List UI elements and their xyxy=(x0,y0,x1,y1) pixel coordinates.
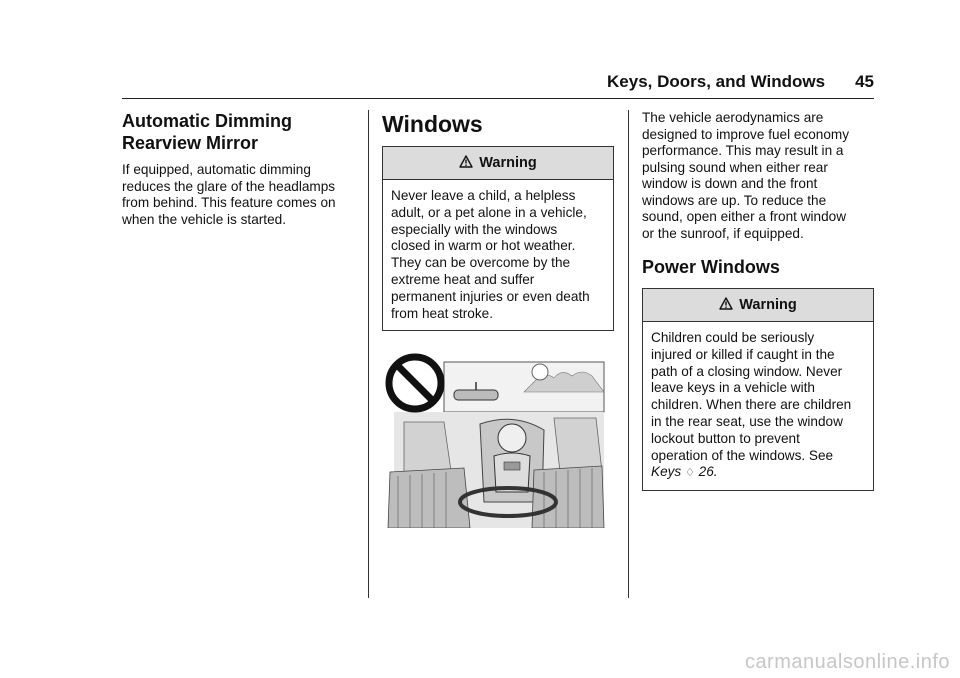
section-heading-mirror xyxy=(122,110,354,154)
warning-box-power-windows xyxy=(642,288,874,491)
warning-line: adult, or a pet alone in a vehicle, xyxy=(391,204,587,220)
heading-line: Automatic Dimming xyxy=(122,111,293,131)
warning-line: operation of the windows. See xyxy=(651,447,834,463)
warning-line: Never leave a child, a helpless xyxy=(391,188,576,203)
page-number: 45 xyxy=(855,72,874,91)
column-1 xyxy=(122,110,354,228)
paragraph-line: windows are up. To reduce the xyxy=(642,192,827,208)
warning-line: leave keys in a vehicle with xyxy=(651,380,815,396)
warning-line: Children could be seriously xyxy=(651,330,815,345)
warning-reference xyxy=(651,464,865,482)
reference-page[interactable]: 26. xyxy=(698,464,718,480)
warning-header xyxy=(383,147,613,180)
warning-line: children. When there are children xyxy=(651,397,852,413)
column-3 xyxy=(642,110,874,491)
child-in-car-illustration xyxy=(384,352,606,528)
warning-title: Warning xyxy=(739,297,797,313)
warning-title: Warning xyxy=(479,155,537,171)
warning-line: They can be overcome by the xyxy=(391,255,571,271)
paragraph-line: or the sunroof, if equipped. xyxy=(642,225,804,241)
header-rule xyxy=(122,98,874,99)
column-2 xyxy=(382,110,614,331)
paragraph-line: designed to improve fuel economy xyxy=(642,126,850,142)
paragraph-line: The vehicle aerodynamics are xyxy=(642,110,824,125)
aerodynamics-paragraph xyxy=(642,110,874,242)
paragraph-line: sound, open either a front window xyxy=(642,209,847,224)
paragraph-line: pulsing sound when either rear xyxy=(642,159,828,175)
warning-triangle-icon xyxy=(719,297,733,314)
warning-line: path of a closing window. Never xyxy=(651,363,843,379)
warning-text xyxy=(643,322,873,490)
warning-line: from heat stroke. xyxy=(391,305,493,321)
warning-text xyxy=(383,180,613,330)
header-section-title: Keys, Doors, and Windows xyxy=(607,72,826,91)
paragraph-line: performance. This may result in a xyxy=(642,143,844,158)
column-divider-1 xyxy=(368,110,369,598)
warning-line: especially with the windows xyxy=(391,221,558,237)
footer-watermark: carmanualsonline.info xyxy=(744,651,950,673)
prohibition-icon xyxy=(384,352,446,419)
mirror-paragraph: If equipped, automatic dimming reduces the glare of the headlamps from behind. This feature comes on when the vehicle is started. xyxy=(122,162,336,227)
warning-line: permanent injuries or even death xyxy=(391,288,590,304)
warning-box-windows xyxy=(382,146,614,331)
warning-line: in the rear seat, use the window xyxy=(651,413,843,429)
reference-link-keys[interactable]: Keys xyxy=(651,464,682,480)
warning-line: injured or killed if caught in the xyxy=(651,346,835,362)
warning-line: closed in warm or hot weather. xyxy=(391,238,576,254)
paragraph-line: window is down and the front xyxy=(642,176,818,191)
warning-line: extreme heat and suffer xyxy=(391,271,535,287)
warning-line: lockout button to prevent xyxy=(651,430,800,446)
column-divider-2 xyxy=(628,110,629,598)
warning-triangle-icon xyxy=(459,155,473,172)
warning-header xyxy=(643,289,873,322)
page-ref-icon: ♢ xyxy=(685,467,695,480)
heading-line: Rearview Mirror xyxy=(122,133,259,153)
section-heading-power-windows: Power Windows xyxy=(642,257,780,277)
running-header xyxy=(607,72,874,92)
section-heading-windows: Windows xyxy=(382,111,483,137)
